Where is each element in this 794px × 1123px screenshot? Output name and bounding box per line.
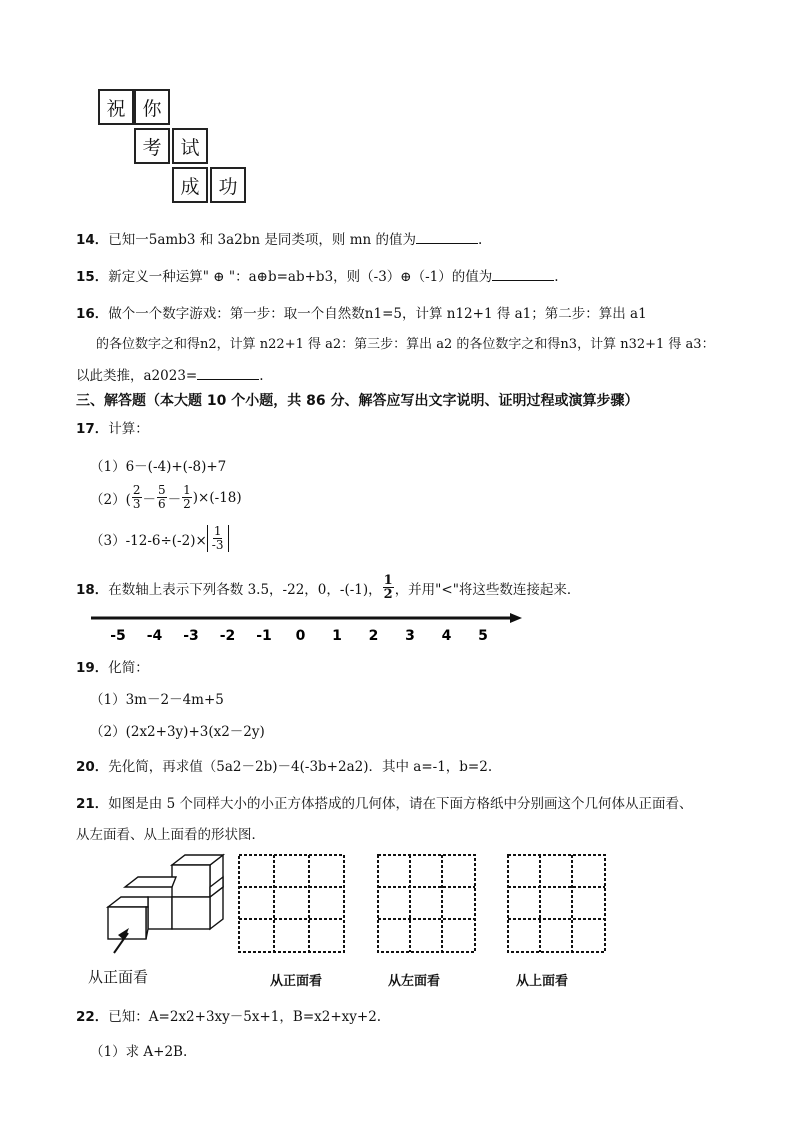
denominator: 6 bbox=[158, 497, 166, 511]
question-text: 新定义一种运算" ⊕ "：a⊕b=ab+b3，则（-3）⊕（-1）的值为 bbox=[108, 269, 493, 285]
puzzle-cell: 祝 bbox=[98, 89, 134, 125]
grid-caption-top: 从上面看 bbox=[516, 974, 569, 989]
number-line-tick-label: 2 bbox=[368, 628, 379, 644]
q22-part-1: （1）求 A+2B. bbox=[90, 1044, 188, 1060]
fraction bbox=[157, 484, 167, 511]
fraction bbox=[182, 484, 192, 511]
number-line-tick-label: -4 bbox=[146, 628, 163, 644]
question-18 bbox=[76, 574, 580, 601]
grid-border bbox=[378, 855, 475, 952]
absolute-value bbox=[207, 525, 229, 552]
question-number: 16． bbox=[76, 306, 109, 322]
question-end: . bbox=[477, 232, 483, 248]
numerator: 1 bbox=[183, 483, 191, 497]
number-line-tick-label: -3 bbox=[183, 628, 199, 644]
section-heading: 三、解答题（本大题 10 个小题，共 86 分、解答应写出文字说明、证明过程或演算步骤） bbox=[76, 393, 639, 409]
question-14 bbox=[76, 228, 482, 248]
denominator: 2 bbox=[183, 497, 191, 511]
question-end: . bbox=[259, 368, 264, 384]
top-view-grid[interactable] bbox=[505, 852, 609, 956]
question-text-line1: 如图是由 5 个同样大小的小正方体搭成的几何体，请在下面方格纸中分别画这个几何体从正面看、 bbox=[108, 796, 693, 812]
fraction bbox=[383, 574, 394, 601]
question-text: 已知：A=2x2+3xy－5x+1，B=x2+xy+2. bbox=[108, 1009, 382, 1025]
question-text-tail: ，并用"<"将这些数连接起来． bbox=[394, 581, 581, 598]
question-number: 18． bbox=[76, 581, 109, 598]
cube-face bbox=[108, 897, 148, 907]
question-16-line3 bbox=[76, 364, 264, 384]
cube-face bbox=[125, 877, 176, 887]
numerator: 1 bbox=[383, 573, 393, 588]
puzzle-cell: 试 bbox=[172, 128, 208, 164]
number-line-tick-label: 1 bbox=[332, 628, 342, 644]
answer-blank[interactable] bbox=[197, 367, 259, 380]
number-line bbox=[88, 610, 528, 650]
question-16-line2: 的各位数字之和得n2，计算 n22+1 得 a2：第三步：算出 a2 的各位数字之和得n3，计算 n32+1 得 a3： bbox=[96, 337, 715, 352]
question-21 bbox=[76, 792, 692, 812]
puzzle-cell: 考 bbox=[134, 128, 170, 164]
cube-face bbox=[172, 897, 210, 929]
numerator: 1 bbox=[213, 524, 222, 538]
question-15 bbox=[76, 265, 559, 285]
question-number: 20． bbox=[76, 759, 109, 775]
number-line-tick-label: -1 bbox=[256, 628, 272, 644]
question-number: 19． bbox=[76, 660, 109, 676]
part-label: （2）( bbox=[90, 491, 131, 508]
puzzle-cell: 成 bbox=[172, 167, 208, 203]
question-text: 已知一5amb3 和 3a2bn 是同类项，则 mn 的值为 bbox=[108, 232, 416, 248]
left-view-grid[interactable] bbox=[375, 852, 479, 956]
cube-face bbox=[148, 897, 172, 929]
fraction bbox=[211, 525, 225, 552]
question-19 bbox=[76, 656, 149, 676]
fraction bbox=[132, 484, 142, 511]
part-label: （3）-12-6÷(-2)× bbox=[90, 532, 207, 549]
puzzle-cell: 你 bbox=[134, 89, 170, 125]
number-line-arrow bbox=[510, 613, 522, 623]
front-view-grid[interactable] bbox=[236, 852, 348, 956]
answer-blank[interactable] bbox=[416, 231, 478, 244]
numerator: 5 bbox=[158, 483, 166, 497]
question-text: 先化简，再求值（5a2－2b)－4(-3b+2a2)．其中 a=-1，b=2. bbox=[108, 759, 493, 775]
operator: － bbox=[167, 491, 182, 508]
expression-tail: )×(-18) bbox=[192, 489, 242, 506]
grid-border bbox=[239, 855, 344, 952]
number-line-tick-label: -2 bbox=[219, 628, 236, 644]
operator: － bbox=[142, 491, 156, 508]
q17-part-2 bbox=[90, 484, 242, 511]
question-end: . bbox=[554, 269, 559, 285]
answer-blank[interactable] bbox=[492, 268, 554, 281]
numerator: 2 bbox=[132, 483, 141, 497]
denominator: 3 bbox=[132, 497, 141, 511]
denominator: -3 bbox=[211, 538, 224, 552]
question-21-line2: 从左面看、从上面看的形状图． bbox=[76, 827, 265, 843]
question-22 bbox=[76, 1005, 381, 1025]
q19-part-2: （2）(2x2+3y)+3(x2－2y) bbox=[90, 724, 265, 740]
question-text: 在数轴上表示下列各数 3.5，-22，0，-(-1)， bbox=[108, 581, 382, 598]
number-line-tick-label: 0 bbox=[295, 628, 306, 644]
question-title: 计算： bbox=[108, 421, 149, 437]
question-number: 22． bbox=[76, 1009, 109, 1025]
grid-caption-left: 从左面看 bbox=[388, 974, 441, 989]
number-line-tick-label: -5 bbox=[110, 628, 126, 644]
question-number: 17． bbox=[76, 421, 109, 437]
question-20 bbox=[76, 755, 492, 775]
cube-face bbox=[172, 865, 210, 897]
grid-border bbox=[508, 855, 605, 952]
solid-caption: 从正面看 bbox=[88, 968, 149, 986]
q17-part-1: （1）6－(-4)+(-8)+7 bbox=[90, 459, 227, 475]
question-text-line3: 以此类推，a2023= bbox=[76, 368, 198, 384]
question-number: 15． bbox=[76, 269, 109, 285]
denominator: 2 bbox=[383, 587, 393, 602]
q19-part-1: （1）3m－2－4m+5 bbox=[90, 692, 224, 708]
q17-part-3 bbox=[90, 525, 229, 552]
question-text-line1: 做个一个数字游戏：第一步：取一个自然数n1=5，计算 n12+1 得 a1；第二步：算出 a1 bbox=[108, 306, 647, 322]
question-17 bbox=[76, 417, 149, 437]
number-line-tick-label: 4 bbox=[441, 628, 452, 644]
number-line-tick-label: 5 bbox=[478, 628, 488, 644]
question-number: 14． bbox=[76, 232, 109, 248]
question-title: 化简： bbox=[108, 660, 149, 676]
question-16 bbox=[76, 302, 647, 322]
puzzle-cell: 功 bbox=[210, 167, 246, 203]
cube-solid-figure bbox=[100, 845, 230, 965]
number-line-tick-label: 3 bbox=[405, 628, 415, 644]
question-number: 21． bbox=[76, 796, 109, 812]
grid-caption-front: 从正面看 bbox=[270, 974, 323, 989]
